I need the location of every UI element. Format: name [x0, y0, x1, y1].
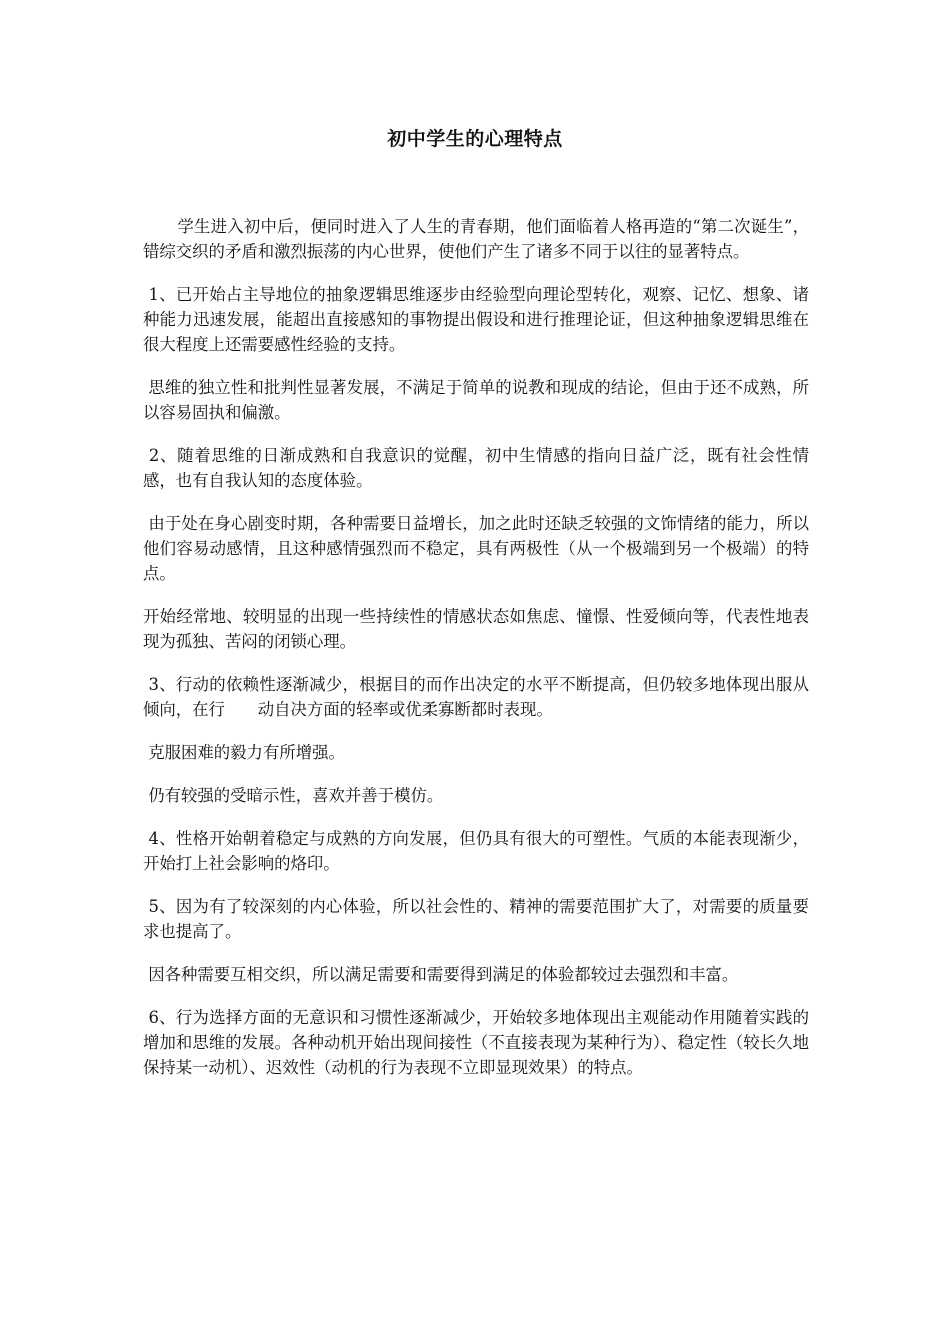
intro-paragraph: 学生进入初中后，便同时进入了人生的青春期，他们面临着人格再造的“第二次诞生”，错综交织的矛盾和激烈振荡的内心世界，使他们产生了诸多不同于以往的显著特点。 [143, 217, 809, 261]
paragraph-point-6: 6、行为选择方面的无意识和习惯性逐渐减少，开始较多地体现出主观能动作用随着实践的增加和思维的发展。各种动机开始出现间接性（不直接表现为某种行为）、稳定性（较长久地保持某一动机）、迟效性（动机的行为表现不立即显现效果）的特点。 [143, 1008, 809, 1077]
paragraph-thinking-independence: 思维的独立性和批判性显著发展，不满足于简单的说教和现成的结论，但由于还不成熟，所以容易固执和偏激。 [143, 378, 809, 422]
paragraph-perseverance: 克服困难的毅力有所增强。 [143, 743, 345, 762]
paragraph-point-3: 3、行动的依赖性逐渐减少，根据目的而作出决定的水平不断提高，但仍较多地体现出服从倾向，在行 动自决方面的轻率或优柔寡断都时表现。 [143, 675, 809, 719]
paragraph-emotional-states: 开始经常地、较明显的出现一些持续性的情感状态如焦虑、憧憬、性爱倾向等，代表性地表现为孤独、苦闷的闭锁心理。 [143, 607, 809, 651]
paragraph-point-1: 1、已开始占主导地位的抽象逻辑思维逐步由经验型向理论型转化，观察、记忆、想象、诸种能力迅速发展，能超出直接感知的事物提出假设和进行推理论证，但这种抽象逻辑思维在很大程度上还需要感性经验的支持。 [143, 285, 809, 354]
document-body [143, 214, 809, 1098]
document-title: 初中学生的心理特点 [387, 128, 563, 150]
paragraph-needs-satisfaction: 因各种需要互相交织，所以满足需要和需要得到满足的体验都较过去强烈和丰富。 [143, 965, 739, 984]
paragraph-suggestibility: 仍有较强的受暗示性，喜欢并善于模仿。 [143, 786, 444, 805]
paragraph-emotional-change: 由于处在身心剧变时期，各种需要日益增长，加之此时还缺乏较强的文饰情绪的能力，所以他们容易动感情，且这种感情强烈而不稳定，具有两极性（从一个极端到另一个极端）的特点。 [143, 514, 809, 583]
paragraph-point-2: 2、随着思维的日渐成熟和自我意识的觉醒，初中生情感的指向日益广泛，既有社会性情感，也有自我认知的态度体验。 [143, 446, 809, 490]
paragraph-point-4: 4、性格开始朝着稳定与成熟的方向发展，但仍具有很大的可塑性。气质的本能表现渐少，开始打上社会影响的烙印。 [143, 829, 809, 873]
paragraph-point-5: 5、因为有了较深刻的内心体验，所以社会性的、精神的需要范围扩大了，对需要的质量要求也提高了。 [143, 897, 809, 941]
